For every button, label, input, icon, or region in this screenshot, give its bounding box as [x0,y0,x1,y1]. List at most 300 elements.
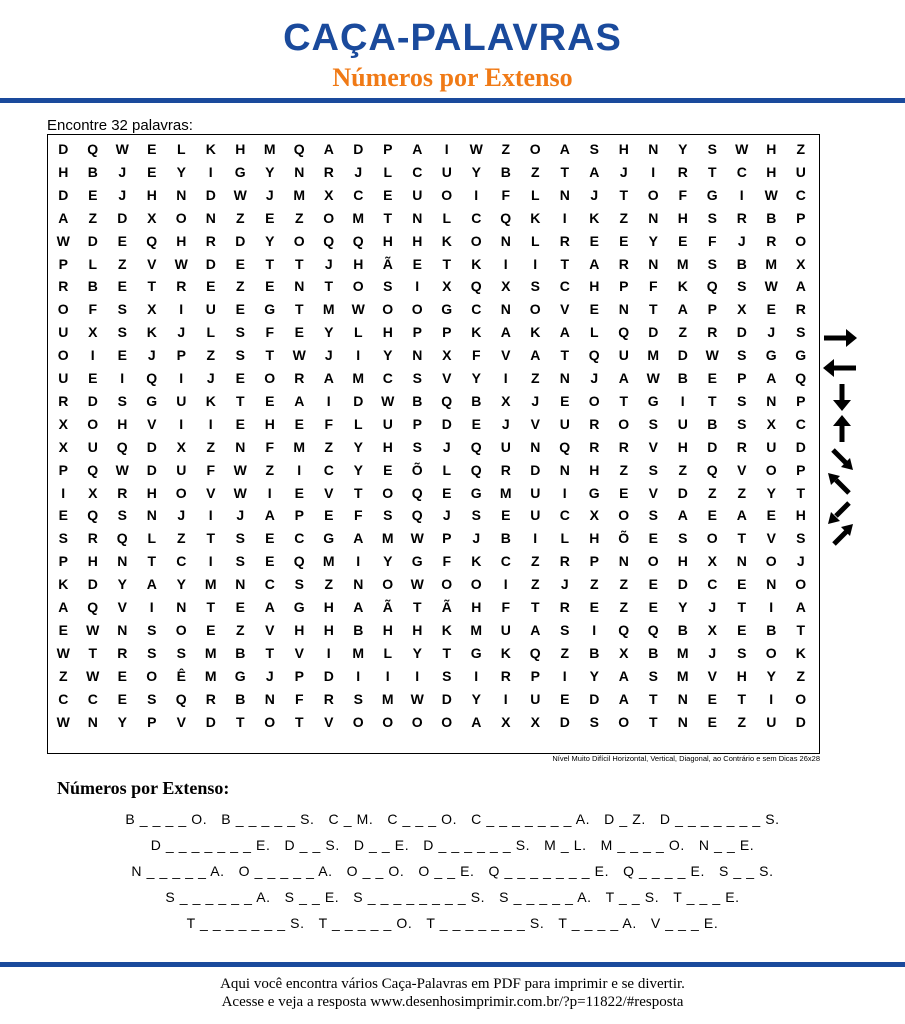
grid-cell[interactable]: O [441,186,453,203]
grid-cell[interactable]: V [766,530,776,547]
grid-cell[interactable]: H [736,667,747,684]
grid-cell[interactable]: H [382,438,393,455]
grid-cell[interactable]: D [205,255,216,272]
grid-cell[interactable]: S [117,324,127,341]
grid-cell[interactable]: F [206,461,216,478]
grid-cell[interactable]: H [323,621,334,638]
grid-cell[interactable]: O [618,415,630,432]
grid-cell[interactable]: O [765,644,777,661]
grid-cell[interactable]: N [559,461,570,478]
grid-cell[interactable]: I [179,415,184,432]
grid-cell[interactable]: Y [471,163,481,180]
grid-cell[interactable]: Z [206,347,216,364]
grid-cell[interactable]: Ã [441,599,452,615]
grid-cell[interactable]: F [265,324,275,341]
grid-cell[interactable]: E [58,621,68,638]
grid-cell[interactable]: C [353,186,364,203]
grid-cell[interactable]: S [737,392,747,409]
grid-cell[interactable]: E [707,713,717,730]
grid-cell[interactable]: A [58,209,69,226]
grid-cell[interactable]: T [619,392,629,409]
grid-cell[interactable]: G [470,644,482,661]
grid-cell[interactable]: Z [619,599,629,615]
grid-cell[interactable]: M [263,141,276,157]
grid-cell[interactable]: E [560,392,570,409]
grid-cell[interactable]: O [529,141,541,157]
grid-cell[interactable]: S [648,415,658,432]
grid-cell[interactable]: I [415,278,420,295]
grid-cell[interactable]: M [204,576,217,593]
grid-cell[interactable]: H [766,141,777,157]
grid-cell[interactable]: E [235,599,245,615]
grid-cell[interactable]: I [533,530,538,547]
grid-cell[interactable]: A [353,530,364,547]
grid-cell[interactable]: E [619,484,629,501]
grid-cell[interactable]: Z [737,484,747,501]
grid-cell[interactable]: S [147,690,157,707]
grid-cell[interactable]: P [294,667,304,684]
grid-cell[interactable]: J [236,507,245,524]
grid-cell[interactable]: O [175,209,187,226]
grid-cell[interactable]: Z [707,484,717,501]
grid-cell[interactable]: F [678,186,688,203]
grid-cell[interactable]: D [795,438,806,455]
grid-cell[interactable]: D [117,209,128,226]
grid-cell[interactable]: R [500,667,511,684]
grid-cell[interactable]: E [707,690,717,707]
grid-cell[interactable]: X [442,278,452,295]
grid-cell[interactable]: S [589,713,599,730]
grid-cell[interactable]: D [205,713,216,730]
grid-cell[interactable]: H [146,186,157,203]
grid-cell[interactable]: E [737,621,747,638]
grid-cell[interactable]: I [90,347,95,364]
grid-cell[interactable]: J [265,667,274,684]
grid-cell[interactable]: C [264,576,275,593]
grid-cell[interactable]: O [382,713,394,730]
grid-cell[interactable]: D [441,415,452,432]
grid-cell[interactable]: L [88,255,98,272]
grid-cell[interactable]: E [412,255,422,272]
grid-cell[interactable]: I [769,690,774,707]
grid-cell[interactable]: H [471,599,482,615]
grid-cell[interactable]: J [442,507,451,524]
grid-cell[interactable]: B [677,370,688,386]
grid-cell[interactable]: S [412,370,422,386]
grid-cell[interactable]: O [57,301,69,318]
grid-cell[interactable]: H [589,461,600,478]
grid-cell[interactable]: S [294,576,304,593]
grid-cell[interactable]: B [766,621,777,638]
grid-cell[interactable]: S [707,255,717,272]
grid-cell[interactable]: R [736,209,747,226]
grid-cell[interactable]: D [795,713,806,730]
grid-cell[interactable]: W [86,667,100,684]
grid-cell[interactable]: I [503,576,508,593]
grid-cell[interactable]: V [324,713,334,730]
grid-cell[interactable]: I [562,667,567,684]
grid-cell[interactable]: Z [678,324,688,341]
grid-cell[interactable]: V [176,713,186,730]
grid-cell[interactable]: I [533,255,538,272]
grid-cell[interactable]: L [383,163,393,180]
grid-cell[interactable]: F [707,232,717,249]
grid-cell[interactable]: D [58,141,69,157]
grid-cell[interactable]: E [560,690,570,707]
grid-cell[interactable]: O [706,530,718,547]
grid-cell[interactable]: W [56,232,70,249]
grid-cell[interactable]: R [205,232,216,249]
grid-cell[interactable]: E [619,232,629,249]
grid-cell[interactable]: N [648,209,659,226]
grid-cell[interactable]: K [589,209,600,226]
grid-cell[interactable]: S [796,530,806,547]
grid-cell[interactable]: R [87,530,98,547]
grid-cell[interactable]: W [56,713,70,730]
grid-cell[interactable]: T [560,255,570,272]
grid-cell[interactable]: O [470,576,482,593]
grid-cell[interactable]: H [58,163,69,180]
grid-cell[interactable]: D [58,186,69,203]
grid-cell[interactable]: M [322,553,335,570]
grid-cell[interactable]: H [412,232,423,249]
grid-cell[interactable]: D [677,347,688,364]
grid-cell[interactable]: N [117,553,128,570]
grid-cell[interactable]: T [235,392,245,409]
grid-cell[interactable]: U [500,621,511,638]
grid-cell[interactable]: A [618,370,629,386]
grid-cell[interactable]: V [147,415,157,432]
grid-cell[interactable]: T [796,621,806,638]
grid-cell[interactable]: L [442,461,452,478]
grid-cell[interactable]: R [117,644,128,661]
grid-cell[interactable]: F [294,690,304,707]
grid-cell[interactable]: H [677,209,688,226]
grid-cell[interactable]: J [118,163,127,180]
grid-cell[interactable]: Q [500,209,512,226]
grid-cell[interactable]: G [647,392,659,409]
grid-cell[interactable]: R [176,278,187,295]
grid-cell[interactable]: C [559,278,570,295]
grid-cell[interactable]: E [442,484,452,501]
grid-cell[interactable]: G [470,484,482,501]
grid-cell[interactable]: T [383,209,393,226]
grid-cell[interactable]: Z [737,713,747,730]
grid-cell[interactable]: W [56,644,70,661]
grid-cell[interactable]: S [117,301,127,318]
grid-cell[interactable]: Z [235,278,245,295]
grid-cell[interactable]: O [264,370,276,386]
grid-cell[interactable]: E [737,576,747,593]
grid-cell[interactable]: X [707,621,717,638]
grid-cell[interactable]: S [117,507,127,524]
grid-cell[interactable]: T [206,530,216,547]
grid-cell[interactable]: V [648,438,658,455]
grid-cell[interactable]: H [264,415,275,432]
grid-cell[interactable]: C [323,461,334,478]
grid-cell[interactable]: A [530,621,541,638]
grid-cell[interactable]: M [676,255,689,272]
grid-cell[interactable]: W [174,255,188,272]
grid-cell[interactable]: G [323,530,335,547]
grid-cell[interactable]: C [471,209,482,226]
grid-cell[interactable]: G [264,301,276,318]
grid-cell[interactable]: T [206,599,216,615]
grid-cell[interactable]: I [267,484,272,501]
grid-cell[interactable]: O [470,232,482,249]
grid-cell[interactable]: O [87,415,99,432]
grid-cell[interactable]: E [766,301,776,318]
grid-cell[interactable]: L [353,324,363,341]
grid-cell[interactable]: L [147,530,157,547]
grid-cell[interactable]: P [294,507,304,524]
grid-cell[interactable]: J [708,599,717,615]
grid-cell[interactable]: L [560,530,570,547]
grid-cell[interactable]: M [204,644,217,661]
grid-cell[interactable]: W [410,576,424,593]
grid-cell[interactable]: P [442,324,452,341]
grid-cell[interactable]: B [87,163,98,180]
grid-cell[interactable]: Q [706,461,718,478]
grid-cell[interactable]: S [471,507,481,524]
grid-cell[interactable]: Z [206,438,216,455]
grid-cell[interactable]: N [117,621,128,638]
grid-cell[interactable]: Y [176,576,186,593]
grid-cell[interactable]: N [677,690,688,707]
grid-cell[interactable]: N [766,392,777,409]
grid-cell[interactable]: M [499,484,512,501]
grid-cell[interactable]: O [382,576,394,593]
grid-cell[interactable]: Q [293,553,305,570]
grid-cell[interactable]: S [737,278,747,295]
grid-cell[interactable]: T [265,347,275,364]
grid-cell[interactable]: T [648,713,658,730]
grid-cell[interactable]: U [58,324,69,341]
grid-cell[interactable]: N [677,713,688,730]
grid-cell[interactable]: E [707,370,717,386]
grid-cell[interactable]: J [531,392,540,409]
grid-cell[interactable]: H [589,278,600,295]
grid-cell[interactable]: N [412,209,423,226]
grid-cell[interactable]: G [795,347,807,364]
grid-cell[interactable]: K [530,324,541,341]
grid-cell[interactable]: I [179,301,184,318]
grid-cell[interactable]: S [737,644,747,661]
grid-cell[interactable]: J [619,163,628,180]
grid-cell[interactable]: T [265,255,275,272]
grid-cell[interactable]: U [530,507,541,524]
grid-cell[interactable]: I [474,667,479,684]
grid-cell[interactable]: J [177,507,186,524]
grid-cell[interactable]: C [176,553,187,570]
grid-cell[interactable]: I [680,392,685,409]
grid-cell[interactable]: Õ [411,461,423,478]
grid-cell[interactable]: A [323,370,334,386]
grid-cell[interactable]: E [117,278,127,295]
grid-cell[interactable]: M [676,644,689,661]
grid-cell[interactable]: I [326,392,331,409]
grid-cell[interactable]: F [265,438,275,455]
grid-cell[interactable]: P [147,713,157,730]
grid-cell[interactable]: B [648,644,659,661]
grid-cell[interactable]: Z [117,255,127,272]
grid-cell[interactable]: I [385,667,390,684]
grid-cell[interactable]: S [235,347,245,364]
grid-cell[interactable]: X [530,713,540,730]
grid-cell[interactable]: D [707,438,718,455]
grid-cell[interactable]: Z [265,461,275,478]
grid-cell[interactable]: I [208,415,213,432]
grid-cell[interactable]: E [471,415,481,432]
grid-cell[interactable]: D [353,141,364,157]
grid-cell[interactable]: Q [352,232,364,249]
grid-cell[interactable]: Z [530,553,540,570]
grid-cell[interactable]: X [58,415,68,432]
grid-cell[interactable]: I [592,621,597,638]
grid-cell[interactable]: V [501,347,511,364]
grid-cell[interactable]: B [471,392,482,409]
grid-cell[interactable]: K [441,621,452,638]
grid-cell[interactable]: O [618,713,630,730]
grid-cell[interactable]: M [647,347,660,364]
grid-cell[interactable]: T [737,690,747,707]
grid-cell[interactable]: Ã [382,255,393,272]
grid-cell[interactable]: B [412,392,423,409]
grid-cell[interactable]: P [619,278,629,295]
grid-cell[interactable]: D [677,576,688,593]
grid-cell[interactable]: E [58,507,68,524]
grid-cell[interactable]: T [147,553,157,570]
grid-cell[interactable]: O [795,232,807,249]
grid-cell[interactable]: T [442,255,452,272]
grid-cell[interactable]: S [442,667,452,684]
grid-cell[interactable]: N [559,186,570,203]
grid-cell[interactable]: I [297,461,302,478]
grid-cell[interactable]: P [442,530,452,547]
grid-cell[interactable]: W [469,141,483,157]
grid-cell[interactable]: Z [176,530,186,547]
grid-cell[interactable]: S [648,667,658,684]
grid-cell[interactable]: I [356,667,361,684]
grid-cell[interactable]: Q [293,141,305,157]
grid-cell[interactable]: D [323,667,334,684]
grid-cell[interactable]: W [410,690,424,707]
grid-cell[interactable]: I [503,370,508,386]
grid-cell[interactable]: Y [678,599,688,615]
grid-cell[interactable]: I [415,667,420,684]
grid-cell[interactable]: S [58,530,68,547]
grid-cell[interactable]: A [323,141,334,157]
grid-cell[interactable]: Z [678,461,688,478]
grid-cell[interactable]: O [382,484,394,501]
grid-cell[interactable]: N [294,163,305,180]
grid-cell[interactable]: O [175,484,187,501]
grid-cell[interactable]: E [294,484,304,501]
grid-cell[interactable]: R [766,232,777,249]
grid-cell[interactable]: Y [471,690,481,707]
grid-cell[interactable]: J [147,347,156,364]
grid-cell[interactable]: Z [58,667,68,684]
grid-cell[interactable]: R [589,438,600,455]
grid-cell[interactable]: P [412,415,422,432]
grid-cell[interactable]: U [766,438,777,455]
grid-cell[interactable]: Q [175,690,187,707]
grid-cell[interactable]: Y [589,667,599,684]
grid-cell[interactable]: L [176,141,186,157]
grid-cell[interactable]: M [381,530,394,547]
grid-cell[interactable]: J [177,324,186,341]
grid-cell[interactable]: L [589,324,599,341]
grid-cell[interactable]: X [58,438,68,455]
grid-cell[interactable]: Z [619,461,629,478]
grid-cell[interactable]: M [352,370,365,386]
grid-cell[interactable]: X [88,484,98,501]
grid-cell[interactable]: A [736,507,747,524]
grid-cell[interactable]: E [294,415,304,432]
grid-cell[interactable]: A [500,324,511,341]
grid-cell[interactable]: P [176,347,186,364]
grid-cell[interactable]: M [293,438,306,455]
grid-cell[interactable]: L [530,232,540,249]
grid-cell[interactable]: N [87,713,98,730]
grid-cell[interactable]: N [618,301,629,318]
grid-cell[interactable]: Z [324,576,334,593]
grid-cell[interactable]: S [648,461,658,478]
grid-cell[interactable]: H [176,232,187,249]
grid-cell[interactable]: Z [235,209,245,226]
grid-cell[interactable]: X [501,713,511,730]
grid-cell[interactable]: F [324,415,334,432]
grid-cell[interactable]: I [120,370,125,386]
grid-cell[interactable]: Z [501,141,511,157]
grid-cell[interactable]: Z [796,141,806,157]
grid-cell[interactable]: K [146,324,157,341]
grid-cell[interactable]: O [352,713,364,730]
grid-cell[interactable]: C [412,163,423,180]
grid-cell[interactable]: M [204,667,217,684]
grid-cell[interactable]: X [176,438,186,455]
grid-cell[interactable]: N [500,232,511,249]
grid-cell[interactable]: I [208,507,213,524]
grid-cell[interactable]: Y [648,232,658,249]
grid-cell[interactable]: E [206,278,216,295]
grid-cell[interactable]: R [117,484,128,501]
grid-cell[interactable]: R [294,370,305,386]
grid-cell[interactable]: A [589,163,600,180]
grid-cell[interactable]: R [559,599,570,615]
grid-cell[interactable]: Q [411,484,423,501]
grid-cell[interactable]: Q [87,599,99,615]
grid-cell[interactable]: Q [588,347,600,364]
grid-cell[interactable]: V [117,599,127,615]
grid-cell[interactable]: E [265,209,275,226]
grid-cell[interactable]: S [560,621,570,638]
grid-cell[interactable]: S [235,324,245,341]
grid-cell[interactable]: H [677,553,688,570]
grid-cell[interactable]: V [530,415,540,432]
grid-cell[interactable]: W [705,347,719,364]
grid-cell[interactable]: R [205,690,216,707]
grid-cell[interactable]: T [88,644,98,661]
grid-cell[interactable]: G [441,301,453,318]
grid-cell[interactable]: O [647,553,659,570]
grid-cell[interactable]: Ã [382,599,393,615]
grid-cell[interactable]: I [562,209,567,226]
grid-cell[interactable]: X [501,392,511,409]
grid-cell[interactable]: G [234,163,246,180]
grid-cell[interactable]: T [294,255,304,272]
grid-cell[interactable]: Q [618,621,630,638]
